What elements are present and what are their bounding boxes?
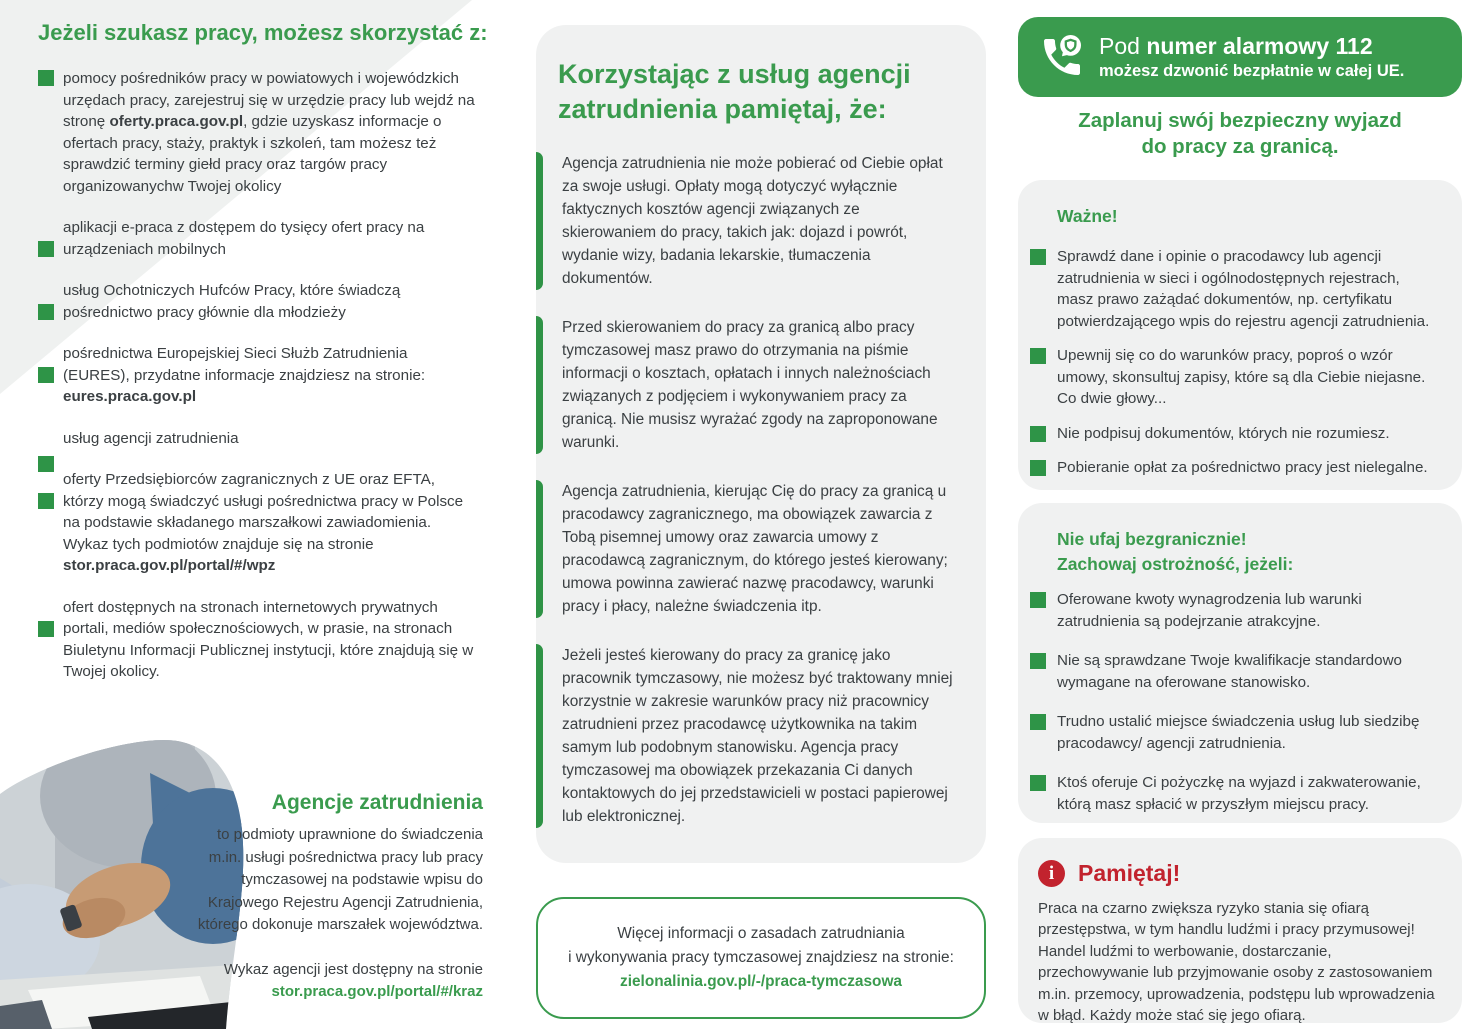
- middle-panel: [536, 25, 986, 863]
- list-item-text: usług Ochotniczych Hufców Pracy, które świadczą pośrednictwo pracy głównie dla młodzieży: [63, 282, 401, 321]
- list-item: [38, 280, 476, 323]
- list-item: [38, 469, 476, 577]
- list-item: [38, 428, 476, 450]
- checklist-item: [1030, 711, 1436, 754]
- plan-heading: [1018, 108, 1462, 160]
- checklist-item: [1030, 457, 1436, 479]
- checklist-item: [1030, 246, 1436, 332]
- paragraph-accent-bar: [536, 480, 543, 618]
- banner-title: [1099, 33, 1404, 60]
- agencies-note: [196, 959, 483, 1004]
- checklist-item: [1030, 589, 1436, 632]
- notice-paragraph: [536, 480, 986, 618]
- caution-title: [1057, 527, 1436, 577]
- paragraph-text: Agencja zatrudnienia nie może pobierać od Ciebie opłat za swoje usługi. Opłaty mogą dotyczyć wyłącznie faktycznych kosztów agencji związanych ze skierowaniem do pracy, takich jak: dojazd i powrót, wydanie wizy, badania lekarskie, tłumaczenia dokumentów.: [562, 155, 943, 287]
- checklist-item: [1030, 345, 1436, 410]
- checklist-item-text: Ktoś oferuje Ci pożyczkę na wyjazd i zakwaterowanie, którą masz spłacić w przyszłym miejscu pracy.: [1057, 774, 1421, 813]
- bullet-square-icon: [1030, 426, 1046, 442]
- banner-title-bold: numer alarmowy 112: [1146, 33, 1373, 59]
- bullet-square-icon: [38, 493, 54, 509]
- notice-paragraph: [536, 316, 986, 454]
- phone-shield-icon: [1038, 33, 1086, 81]
- checklist-item-text: Upewnij się co do warunków pracy, poproś o wzór umowy, skonsultuj zapisy, które są dla Ciebie niejasne. Co dwie głowy...: [1057, 347, 1426, 407]
- bullet-square-icon: [1030, 460, 1046, 476]
- list-item-text: pośrednictwa Europejskiej Sieci Służb Zatrudnienia (EURES), przydatne informacje znajdziesz na stronie: eures.praca.gov.pl: [63, 345, 426, 405]
- important-title: Ważne!: [1057, 206, 1118, 226]
- middle-paragraphs: [536, 152, 986, 828]
- important-box: [1018, 180, 1462, 490]
- bullet-square-icon: [38, 304, 54, 320]
- list-item: [38, 343, 476, 408]
- checklist-item-text: Pobieranie opłat za pośrednictwo pracy jest nielegalne.: [1057, 459, 1428, 476]
- banner-title-prefix: Pod: [1099, 33, 1147, 59]
- remember-box: [1018, 838, 1462, 1023]
- paragraph-text: Przed skierowaniem do pracy za granicą albo pracy tymczasowej masz prawo do otrzymania na piśmie informacji o kosztach, opłatach i innych należnościach związanych z podjęciem i wykonywaniem pracy za granicą. Nie musisz wyrażać zgody na zaproponowane warunki.: [562, 319, 938, 451]
- agencies-note-text: Wykaz agencji jest dostępny na stronie: [223, 960, 483, 978]
- bullet-square-icon: [38, 70, 54, 86]
- remember-body: Praca na czarno zwiększa ryzyko stania się ofiarą przestępstwa, w tym handlu ludźmi i pracy przymusowej! Handel ludźmi to werbowanie, dostarczanie, przechowywanie lub przyjmowanie osoby z zastosowaniem m.in. przemocy, uprowadzenia, podstępu lub wprowadzenia w błąd. Każdy może stać się jego ofiarą.: [1038, 900, 1435, 1025]
- remember-header: [1038, 860, 1436, 887]
- notice-paragraph: [536, 152, 986, 290]
- info-icon: i: [1038, 860, 1065, 887]
- checklist-item-text: Nie są sprawdzane Twoje kwalifikacje standardowo wymagane na oferowane stanowisko.: [1057, 652, 1402, 691]
- bullet-square-icon: [1030, 348, 1046, 364]
- bullet-square-icon: [1030, 714, 1046, 730]
- bullet-square-icon: [1030, 592, 1046, 608]
- checklist-item-text: Sprawdź dane i opinie o pracodawcy lub agencji zatrudnienia w sieci i ogólnodostępnych rejestrach, masz prawo zażądać dokumentów, np. certyfikatu potwierdzającego wpis do rejestru agencji zatrudnienia.: [1057, 248, 1430, 330]
- paragraph-text: Agencja zatrudnienia, kierując Cię do pracy za granicą u pracodawcy zagranicznego, ma obowiązek zawarcia z Tobą pisemnej umowy oraz zawarcia umowy z pracodawcą zagranicznym, do którego jesteś kierowany; umowa powinna zawierać nazwę pracodawcy, warunki pracy i płacy, należne świadczenia itp.: [562, 483, 948, 615]
- paragraph-accent-bar: [536, 644, 543, 828]
- banner-text: [1099, 33, 1404, 81]
- checklist-item-text: Trudno ustalić miejsce świadczenia usług lub siedzibę pracodawcy/ agencji zatrudnienia.: [1057, 713, 1420, 752]
- checklist-item-text: Oferowane kwoty wynagrodzenia lub warunki zatrudnienia są podejrzanie atrakcyjne.: [1057, 591, 1362, 630]
- plan-heading-line2: do pracy za granicą.: [1141, 135, 1339, 158]
- caution-title-line2: Zachowaj ostrożność, jeżeli:: [1057, 554, 1294, 574]
- caution-box: [1018, 503, 1462, 823]
- info-link[interactable]: zielonalinia.gov.pl/-/praca-tymczasowa: [620, 973, 902, 990]
- checklist-item: [1030, 423, 1436, 445]
- paragraph-text: Jeżeli jesteś kierowany do pracy za granicę jako pracownik tymczasowy, nie możesz być traktowany mniej korzystnie w zakresie warunków pracy niż pracownicy zatrudnieni przez pracodawcę użytkownika na takim samym lub podobnym stanowisku. Agencja pracy tymczasowej ma obowiązek przekazania Ci danych kontaktowych do jej przedstawicieli w postaci papierowej lub elektronicznej.: [562, 647, 953, 825]
- checklist-item-text: Nie podpisuj dokumentów, których nie rozumiesz.: [1057, 424, 1390, 442]
- agencies-link[interactable]: stor.praca.gov.pl/portal/#/kraz: [271, 983, 483, 1000]
- plan-heading-line1: Zaplanuj swój bezpieczny wyjazd: [1078, 109, 1402, 132]
- list-item-text: aplikacji e-praca z dostępem do tysięcy ofert pracy na urządzeniach mobilnych: [63, 219, 425, 258]
- bullet-square-icon: [38, 241, 54, 257]
- info-line1: Więcej informacji o zasadach zatrudniania: [617, 925, 905, 942]
- remember-title: Pamiętaj!: [1078, 860, 1181, 886]
- caution-title-line1: Nie ufaj bezgranicznie!: [1057, 529, 1247, 549]
- job-options-list: [38, 68, 476, 683]
- bullet-square-icon: [1030, 653, 1046, 669]
- list-item-text: usług agencji zatrudnienia: [63, 429, 239, 447]
- list-item: [38, 217, 476, 260]
- checklist-item: [1030, 772, 1436, 815]
- paragraph-accent-bar: [536, 152, 543, 290]
- agencies-block: [196, 791, 483, 1004]
- left-column: [38, 20, 488, 703]
- middle-heading: Korzystając z usług agencji zatrudnienia pamiętaj, że:: [558, 59, 911, 124]
- important-list: [1030, 246, 1436, 479]
- paragraph-accent-bar: [536, 316, 543, 454]
- banner-subtitle: możesz dzwonić bezpłatnie w całej UE.: [1099, 62, 1405, 80]
- emergency-banner: [1018, 17, 1462, 97]
- list-item-text: ofert dostępnych na stronach internetowych prywatnych portali, mediów społecznościowych, w prasie, na stronach Biuletynu Informacji Publicznej instytucji, które znajdują się w Twojej okolicy.: [63, 598, 474, 680]
- list-item: [38, 68, 476, 197]
- info-line2: i wykonywania pracy tymczasowej znajdziesz na stronie:: [568, 949, 954, 966]
- bullet-square-icon: [38, 621, 54, 637]
- list-item: [38, 597, 476, 683]
- bullet-square-icon: [1030, 249, 1046, 265]
- left-heading: Jeżeli szukasz pracy, możesz skorzystać z:: [38, 20, 488, 45]
- list-item-text: pomocy pośredników pracy w powiatowych i wojewódzkich urzędach pracy, zarejestruj się w urzędzie pracy lub wejdź na stronę oferty.praca.gov.pl, gdzie uzyskasz informacje o ofertach pracy, staży, praktyk i szkoleń, tam możesz też sprawdzić terminy giełd pracy oraz targów pracy organizowanychw Twojej okolicy: [63, 70, 475, 195]
- bullet-square-icon: [38, 367, 54, 383]
- bullet-square-icon: [1030, 775, 1046, 791]
- agencies-heading: Agencje zatrudnienia: [271, 791, 483, 814]
- notice-paragraph: [536, 644, 986, 828]
- more-info-box: [536, 897, 986, 1019]
- agencies-body: to podmioty uprawnione do świadczenia m.in. usługi pośrednictwa pracy lub pracy tymczasowej na podstawie wpisu do Krajowego Rejestru Agencji Zatrudnienia, którego dokonuje marszałek województwa.: [197, 826, 483, 933]
- checklist-item: [1030, 650, 1436, 693]
- caution-list: [1030, 589, 1436, 815]
- list-item-text: oferty Przedsiębiorców zagranicznych z UE oraz EFTA, którzy mogą świadczyć usługi pośrednictwa pracy w Polsce na podstawie składanego marszałkowi zawiadomienia. Wykaz tych podmiotów znajduje się na stronie stor.praca.gov.pl/portal/#/wpz: [63, 471, 464, 574]
